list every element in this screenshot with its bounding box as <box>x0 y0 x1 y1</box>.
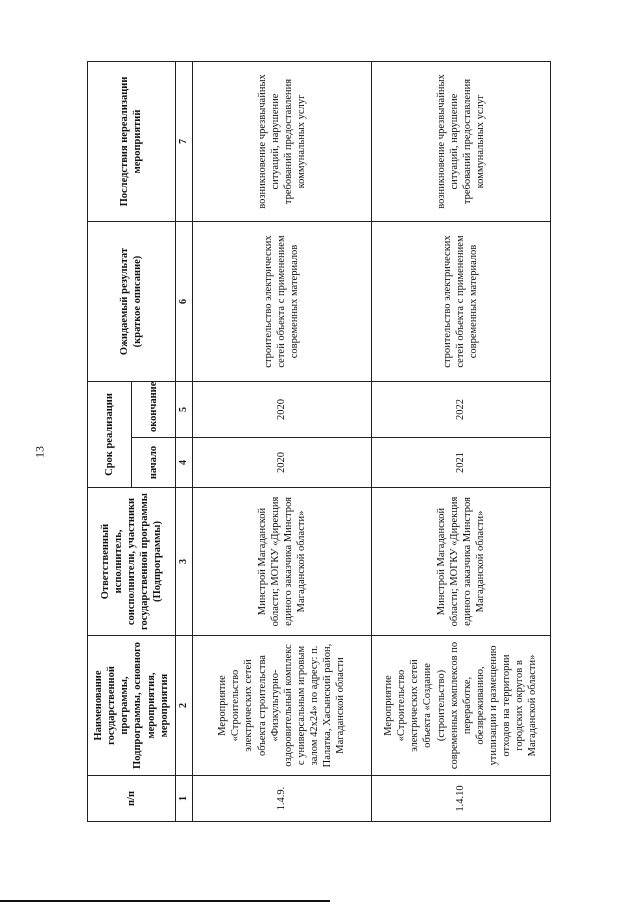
row-name: Мероприятие «Строительство электрических сетей объекта строительства «Физкультурно-оздоровительный комплекс с универсальным игровым залом 42х24» по адресу: п. Палатка, Хасынский район, Магаданской области <box>192 636 371 776</box>
row-start: 2021 <box>371 438 550 488</box>
row-consequence: возникновение чрезвычайных ситуаций, нарушение требований предоставления коммунальных услуг <box>192 62 371 222</box>
row-start: 2020 <box>192 438 371 488</box>
row-end: 2020 <box>192 382 371 438</box>
row-consequence: возникновение чрезвычайных ситуаций, нарушение требований предоставления коммунальных услуг <box>371 62 550 222</box>
program-table <box>87 61 551 822</box>
header-period: Срок реализации <box>88 382 132 488</box>
row-name: Мероприятие «Строительство электрических сетей объекта «Создание (строительство) современных комплексов по переработке, обезвреживанию, утилизации и размещению отходов на территории городских округов в Магаданской области» <box>371 636 550 776</box>
row-executor: Минстрой Магаданской области; МОГКУ «Дирекция единого заказчика Минстроя Магаданской области» <box>371 488 550 636</box>
column-number: 6 <box>175 222 192 382</box>
row-id: 1.4.10 <box>371 776 550 822</box>
column-number: 3 <box>175 488 192 636</box>
column-number: 4 <box>175 438 192 488</box>
row-result: строительство электрических сетей объекта с применением современных материалов <box>192 222 371 382</box>
header-executor: Ответственный исполнитель, соисполнители, участники государственной программы (Подпрограммы) <box>88 488 176 636</box>
row-end: 2022 <box>371 382 550 438</box>
row-executor: Минстрой Магаданской области; МОГКУ «Дирекция единого заказчика Минстроя Магаданской области» <box>192 488 371 636</box>
page-number: 13 <box>32 446 47 458</box>
column-number: 5 <box>175 382 192 438</box>
table-row <box>192 62 371 822</box>
column-number: 2 <box>175 636 192 776</box>
header-result: Ожидаемый результат (краткое описание) <box>88 222 176 382</box>
header-row <box>88 62 132 822</box>
header-name: Наименование государственной программы, Подпрограммы, основного мероприятия, мероприятия <box>88 636 176 776</box>
column-number: 7 <box>175 62 192 222</box>
row-id: 1.4.9. <box>192 776 371 822</box>
header-end: окончание <box>131 382 175 438</box>
column-number-row <box>175 62 192 822</box>
header-start: начало <box>131 438 175 488</box>
table-row <box>371 62 550 822</box>
header-number: п/п <box>88 776 176 822</box>
program-table-container <box>87 62 557 822</box>
bottom-rule <box>0 900 330 902</box>
row-result: строительство электрических сетей объекта с применением современных материалов <box>371 222 550 382</box>
header-consequence: Последствия нереализации мероприятий <box>88 62 176 222</box>
column-number: 1 <box>175 776 192 822</box>
